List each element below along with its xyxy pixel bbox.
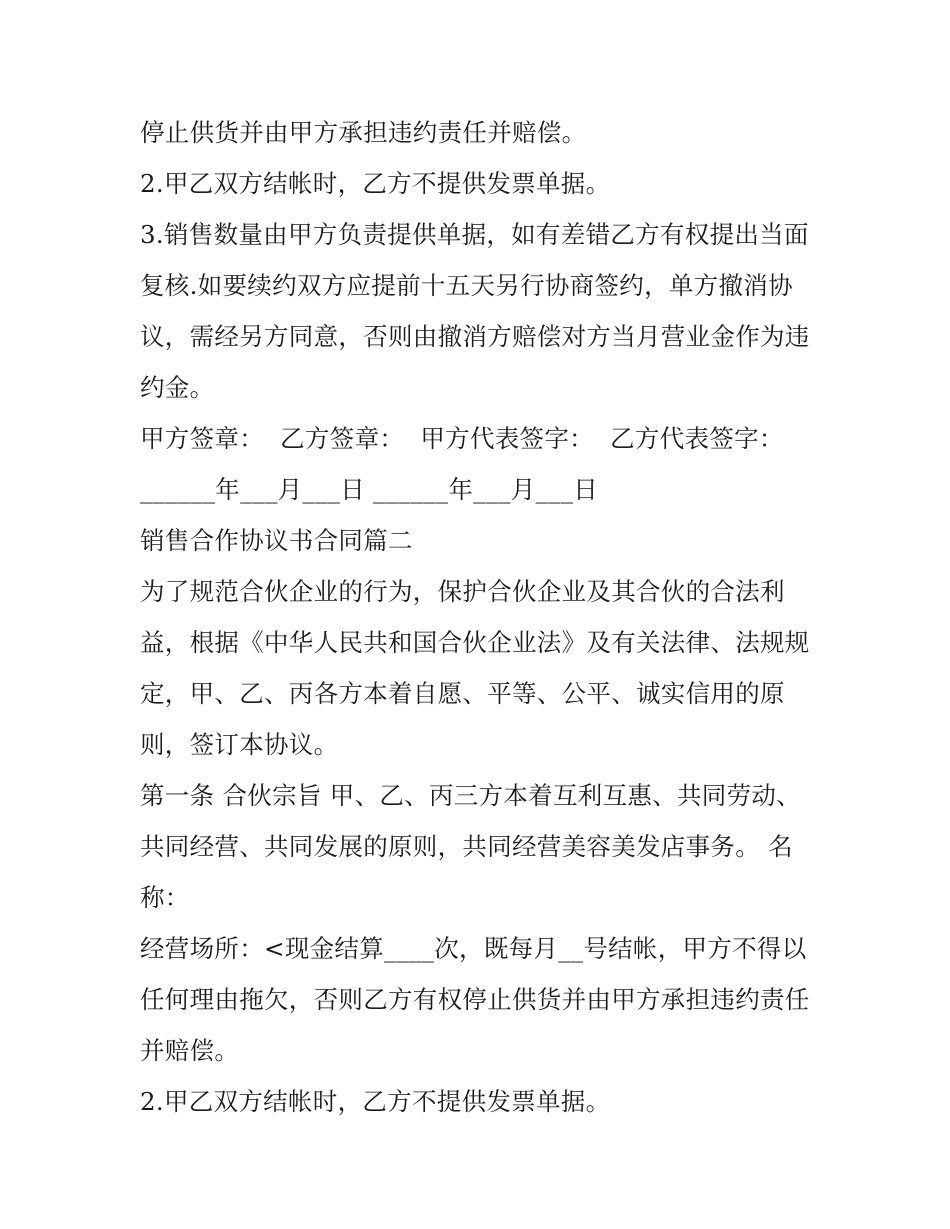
paragraph-line: 并赔偿。 <box>140 1036 240 1065</box>
paragraph-line: 2.甲乙双方结帐时，乙方不提供发票单据。 <box>140 169 611 198</box>
paragraph-line: 为了规范合伙企业的行为，保护合伙企业及其合伙的合法利 <box>140 577 785 606</box>
paragraph-line: 经营场所：<现金结算____次，既每月__号结帐，甲方不得以 <box>140 934 807 963</box>
paragraph-line: 议，需经另方同意，否则由撤消方赔偿对方当月营业金作为违 <box>140 322 810 351</box>
paragraph-line: 3.销售数量由甲方负责提供单据，如有差错乙方有权提出当面 <box>140 220 809 249</box>
paragraph-line: 共同经营、共同发展的原则，共同经营美容美发店事务。 名 <box>140 832 793 861</box>
paragraph-line: 益，根据《中华人民共和国合伙企业法》及有关法律、法规规 <box>140 628 810 657</box>
document-body <box>140 107 820 1127</box>
section-heading: 销售合作协议书合同篇二 <box>140 526 413 555</box>
signature-date-line: ______年___月___日 ______年___月___日 <box>140 475 599 504</box>
paragraph-line: 任何理由拖欠，否则乙方有权停止供货并由甲方承担违约责任 <box>140 985 810 1014</box>
paragraph-line: 约金。 <box>140 373 215 402</box>
paragraph-line: 停止供货并由甲方承担违约责任并赔偿。 <box>140 118 587 147</box>
paragraph-line: 称： <box>140 883 190 912</box>
paragraph-line: 2.甲乙双方结帐时，乙方不提供发票单据。 <box>140 1087 611 1116</box>
paragraph-line: 复核.如要续约双方应提前十五天另行协商签约，单方撤消协 <box>140 271 793 300</box>
paragraph-line: 第一条 合伙宗旨 甲、乙、丙三方本着互利互惠、共同劳动、 <box>140 781 801 810</box>
paragraph-line: 则，签订本协议。 <box>140 730 339 759</box>
signature-labels-line: 甲方签章： 乙方签章： 甲方代表签字： 乙方代表签字： <box>140 424 784 453</box>
paragraph-line: 定，甲、乙、丙各方本着自愿、平等、公平、诚实信用的原 <box>140 679 785 708</box>
